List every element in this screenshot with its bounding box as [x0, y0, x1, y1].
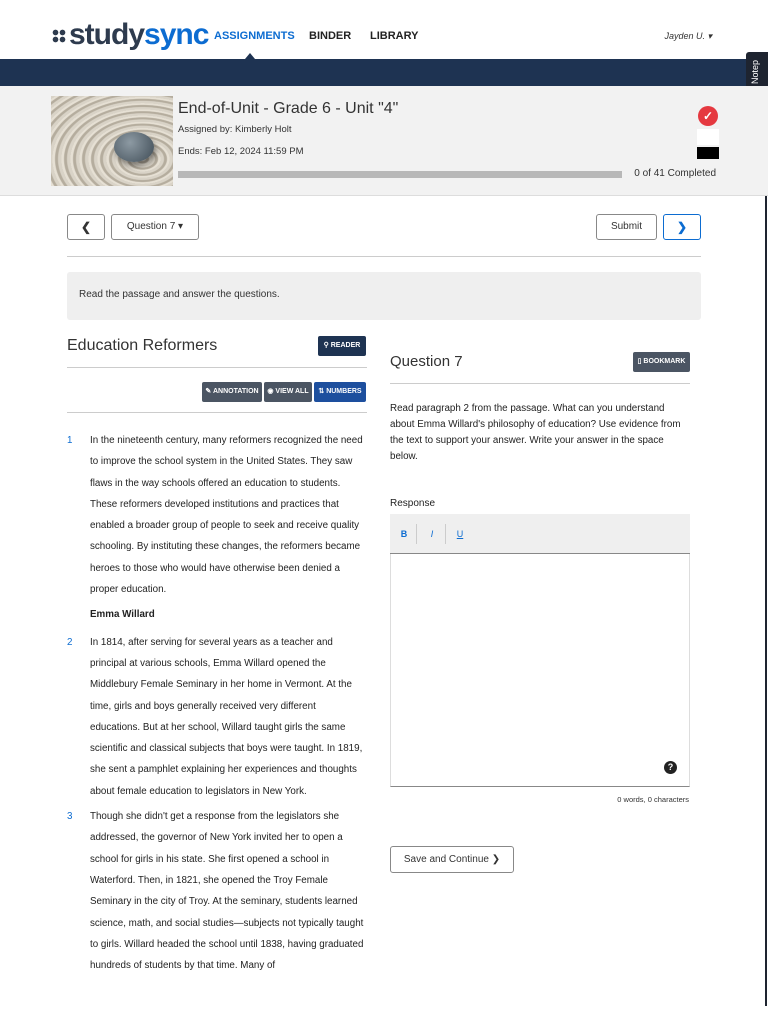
- assignment-title: End-of-Unit - Grade 6 - Unit "4": [178, 100, 399, 117]
- question-select[interactable]: Question 7 ▾: [111, 214, 199, 240]
- paragraph-text: In 1814, after serving for several years as a teacher and principal at various schools, Emma Willard opened the Middlebury Female Seminary in her home in Vermont. At the time, girls and boys generally received very different educations. But at her school, Willard taught girls the same scientific and classical subjects that boys were taught. In 1819, she sent a pamphlet explaining her experiences and thoughts about female education to legislators in New York.: [90, 636, 363, 797]
- question-prompt: Read paragraph 2 from the passage. What can you understand about Emma Willard's philosophy of education? Use evidence from the text to support your answer. Write your answer in the space below.: [390, 403, 681, 462]
- status-box-white: [697, 129, 719, 145]
- notepad-label: Notep: [750, 60, 760, 85]
- toolbar-separator: [445, 524, 446, 544]
- progress-text: 0 of 41 Completed: [634, 168, 716, 179]
- instructions-box: [67, 272, 701, 320]
- header-band: [0, 59, 768, 86]
- instructions-text: Read the passage and answer the questions.: [79, 289, 280, 300]
- passage-paragraph: [67, 430, 367, 600]
- nav-binder[interactable]: BINDER: [309, 30, 352, 42]
- passage-paragraph: [67, 632, 367, 802]
- logo-text-study: study: [69, 18, 145, 51]
- submit-button[interactable]: Submit: [596, 214, 657, 240]
- progress-bar: [178, 171, 622, 178]
- word-count: 0 words, 0 characters: [617, 795, 689, 804]
- paragraph-number: 3: [67, 811, 73, 823]
- passage-paragraph: [67, 806, 367, 976]
- thumbnail-stone: [114, 132, 154, 162]
- next-question-button[interactable]: ❯: [663, 214, 701, 240]
- passage-title-divider: [67, 367, 367, 368]
- paragraph-number: 1: [67, 435, 73, 446]
- divider: [67, 256, 701, 257]
- top-navigation-bar: [0, 0, 768, 60]
- passage-subheading: Emma Willard: [90, 609, 155, 621]
- bookmark-button[interactable]: ▯ BOOKMARK: [633, 352, 690, 372]
- paragraph-number: 2: [67, 636, 73, 648]
- assigned-by: Assigned by: Kimberly Holt: [178, 124, 292, 135]
- question-title-divider: [390, 383, 690, 384]
- right-edge-bar: [765, 196, 767, 1006]
- save-and-continue-button[interactable]: Save and Continue ❯: [390, 846, 514, 873]
- assignment-header: [0, 86, 768, 196]
- bold-button[interactable]: B: [400, 529, 408, 539]
- reader-button[interactable]: ⚲ READER: [318, 336, 366, 356]
- studysync-logo[interactable]: [52, 18, 208, 52]
- italic-button[interactable]: I: [430, 529, 434, 539]
- paragraph-text: In the nineteenth century, many reformers recognized the need to improve the school system in the United States. They saw flaws in the way schools offered an education to students. These reformers developed institutions and practices that enabled a broader group of people to seek and receive quality schooling. By instituting these changes, the reformers became heroes to those who would have otherwise been denied a proper education.: [90, 435, 363, 596]
- passage-body: [67, 430, 367, 990]
- nav-library[interactable]: LIBRARY: [370, 30, 419, 42]
- numbers-button[interactable]: ⇅ NUMBERS: [314, 382, 366, 402]
- help-icon[interactable]: ?: [664, 761, 677, 774]
- status-box-black: [697, 147, 719, 159]
- response-label: Response: [390, 498, 436, 509]
- nav-assignments[interactable]: ASSIGNMENTS: [214, 30, 295, 42]
- response-editor[interactable]: [390, 554, 690, 787]
- view-all-button[interactable]: ◉ VIEW ALL: [264, 382, 312, 402]
- annotation-button[interactable]: ✎ ANNOTATION: [202, 382, 262, 402]
- assignment-thumbnail: [51, 96, 173, 186]
- paragraph-text: Though she didn't get a response from the legislators she addressed, the governor of New York invited her to open a school for girls in his state. She first opened a school in Waterford. Then, in 1821, she opened the Troy Female Seminary in the city of Troy. At the seminary, students learned science, math, and social studies—subjects not typically taught to girls. Willard headed the school until 1838, having graduated hundreds of students by that time. Many of: [90, 811, 364, 972]
- passage-title: Education Reformers: [67, 337, 218, 354]
- user-menu[interactable]: Jayden U. ▾: [664, 31, 712, 41]
- toolbar-separator: [416, 524, 417, 544]
- underline-button[interactable]: U: [456, 529, 464, 539]
- check-circle-icon: ✓: [698, 106, 718, 126]
- editor-toolbar: [390, 514, 690, 554]
- logo-grid-icon: [52, 29, 66, 43]
- previous-question-button[interactable]: ❮: [67, 214, 105, 240]
- due-date: Ends: Feb 12, 2024 11:59 PM: [178, 146, 304, 157]
- logo-text-sync: sync: [144, 18, 209, 51]
- passage-tools-divider: [67, 412, 367, 413]
- question-title: Question 7: [390, 353, 463, 370]
